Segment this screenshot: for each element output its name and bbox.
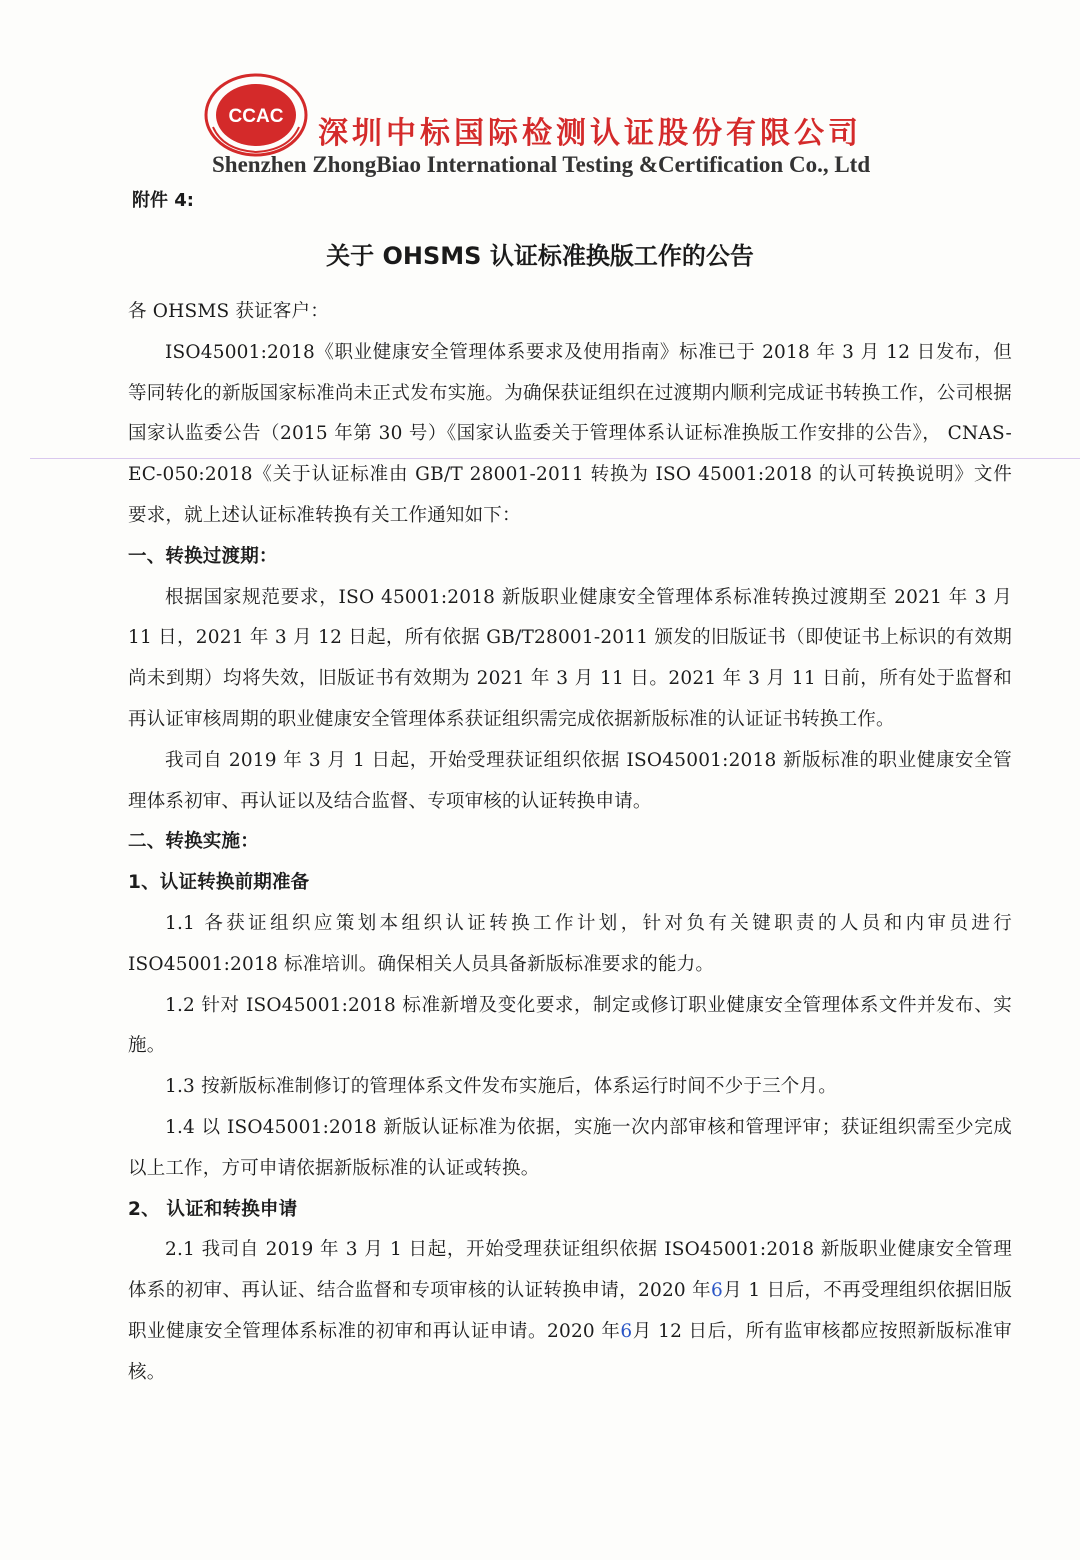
logo-text: CCAC: [228, 106, 284, 127]
item-2-1: [128, 1230, 1012, 1393]
acceptance-paragraph: 我司自 2019 年 3 月 1 日起，开始受理获证组织依据 ISO45001:2018 新版标准的职业健康安全管理体系初审、再认证以及结合监督、专项审核的认证转换申请。: [128, 749, 1012, 812]
item-1-3: 1.3 按新版标准制修订的管理体系文件发布实施后，体系运行时间不少于三个月。: [165, 1076, 837, 1098]
attachment-label: 附件 4:: [132, 190, 194, 211]
salutation: 各 OHSMS 获证客户：: [128, 301, 329, 322]
item-1-2: 1.2 针对 ISO45001:2018 标准新增及变化要求，制定或修订职业健康安全管理体系文件并发布、实施。: [128, 994, 1012, 1057]
company-name-cn: 深圳中标国际检测认证股份有限公司: [318, 116, 862, 151]
intro-paragraph: ISO45001:2018《职业健康安全管理体系要求及使用指南》标准已于 2018 年 3 月 12 日发布，但等同转化的新版国家标准尚未正式发布实施。为确保获证组织在过渡期内顺利完成证书转换工作，公司根据国家认监委公告（2015 年第 30 号）《国家认监委关于管理体系认证标准换版工作安排的公告》， CNAS-EC-050:2018《关于认证标准由 GB/T 28001-2011 转换为 ISO 45001:2018 的认可转换说明》文件要求，就上述认证标准转换有关工作通知如下：: [128, 341, 1012, 526]
notice-body: [128, 292, 1012, 1394]
item-2-1-part1: 2.1 我司自 2019 年 3 月 1 日起，开始受理获证组织依据 ISO45001:2018 新版职业健康安全管理体系的初审、再认证、结合监督和专项审核的认证转换申请，2020 年: [128, 1239, 1012, 1302]
item-1-4: 1.4 以 ISO45001:2018 新版认证标准为依据，实施一次内部审核和管理评审；获证组织需至少完成以上工作，方可申请依据新版标准的认证或转换。: [128, 1116, 1012, 1179]
highlight-month-2: 6: [620, 1320, 633, 1342]
ccac-logo: [203, 72, 309, 158]
highlight-month-1: 6: [711, 1280, 724, 1302]
section-heading-implementation: 二、转换实施：: [128, 831, 259, 853]
item-1-1: 1.1 各获证组织应策划本组织认证转换工作计划，针对负有关键职责的人员和内审员进行 ISO45001:2018 标准培训。确保相关人员具备新版标准要求的能力。: [128, 912, 1012, 975]
section-heading-transition-period: 一、转换过渡期：: [128, 545, 278, 567]
item-2-1-part2: 月 1 日后，不再受理组织依据旧版职业健康安全管理体系标准的初审和再认证申请。2020 年: [128, 1280, 1012, 1342]
transition-period-paragraph: 根据国家规范要求，ISO 45001:2018 新版职业健康安全管理体系标准转换过渡期至 2021 年 3 月 11 日，2021 年 3 月 12 日起，所有依据 GB/T28001-2011 颁发的旧版证书（即使证书上标识的有效期尚未到期）均将失效，旧版证书有效期为 2021 年 3 月 11 日。2021 年 3 月 11 日前，所有处于监督和再认证审核周期的职业健康安全管理体系获证组织需完成依据新版标准的认证证书转换工作。: [128, 586, 1012, 730]
subsection-heading-preparation: 1、认证转换前期准备: [128, 872, 310, 894]
notice-title: 关于 OHSMS 认证标准换版工作的公告: [326, 242, 754, 270]
item-2-1-part3: 月 12 日后，所有监审核都应按照新版标准审核。: [128, 1320, 1012, 1383]
subsection-heading-application: 2、 认证和转换申请: [128, 1198, 298, 1220]
company-name-en: Shenzhen ZhongBiao International Testing &Certification Co., Ltd: [212, 152, 871, 177]
